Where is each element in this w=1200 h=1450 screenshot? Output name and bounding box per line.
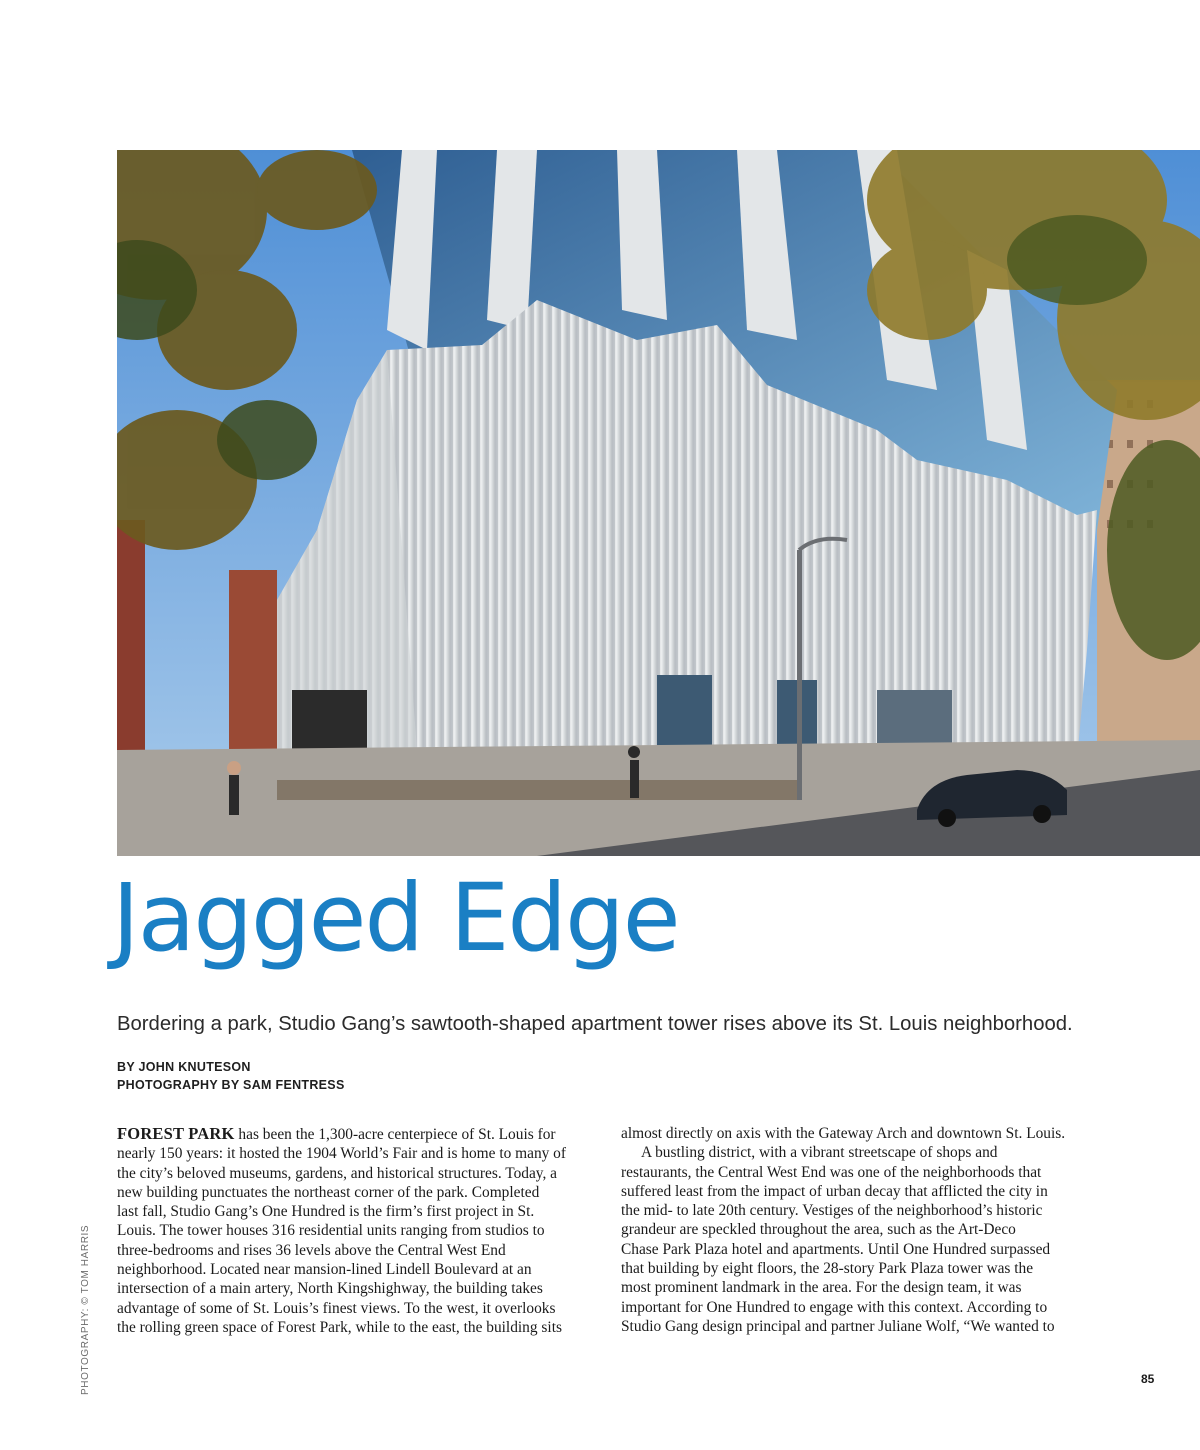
body-line: three-bedrooms and rises 36 levels above the Central West End	[117, 1241, 506, 1259]
body-line: almost directly on axis with the Gateway Arch and downtown St. Louis.	[621, 1125, 1066, 1142]
body-column-2	[621, 1124, 1103, 1336]
body-line: restaurants, the Central West End was one of the neighborhoods that	[621, 1163, 1042, 1181]
body-line: grandeur are speckled throughout the area, such as the Art-Deco	[621, 1221, 1016, 1239]
body-line: the rolling green space of Forest Park, while to the east, the building sits	[117, 1318, 562, 1336]
page-number: 85	[1141, 1372, 1155, 1386]
body-line: the mid- to late 20th century. Vestiges of the neighborhood’s historic	[621, 1202, 1043, 1220]
photographer-credit: PHOTOGRAPHY BY SAM FENTRESS	[117, 1078, 345, 1092]
building-photo-illustration	[117, 150, 1200, 856]
photo-credit-text: PHOTOGRAPHY: © TOM HARRIS	[80, 1224, 91, 1395]
body-line: Louis. The tower houses 316 residential units ranging from studios to	[117, 1222, 545, 1240]
deck-subtitle: Bordering a park, Studio Gang’s sawtooth-shaped apartment tower rises above its St. Louis neighborhood.	[117, 1013, 1073, 1035]
body-line: important for One Hundred to engage with this context. According to	[621, 1298, 1048, 1316]
byline	[117, 1058, 345, 1094]
body-column-1	[117, 1124, 599, 1337]
body-line: neighborhood. Located near mansion-lined Lindell Boulevard at an	[117, 1261, 532, 1279]
body-line: most prominent landmark in the area. For the design team, it was	[621, 1279, 1022, 1297]
headline: Jagged Edge	[112, 864, 679, 973]
body-line: A bustling district, with a vibrant streetscape of shops and	[641, 1144, 998, 1162]
body-line: Chase Park Plaza hotel and apartments. Until One Hundred surpassed	[621, 1240, 1051, 1258]
body-line: intersection of a main artery, North Kingshighway, the building takes	[117, 1280, 543, 1298]
body-line: advantage of some of St. Louis’s finest views. To the west, it overlooks	[117, 1299, 556, 1317]
body-line: FOREST PARK has been the 1,300-acre centerpiece of St. Louis for	[117, 1124, 556, 1143]
body-line: nearly 150 years: it hosted the 1904 World’s Fair and is home to many of	[117, 1145, 567, 1163]
body-line: Studio Gang design principal and partner Juliane Wolf, “We wanted to	[621, 1317, 1055, 1335]
body-line: new building punctuates the northeast corner of the park. Completed	[117, 1183, 540, 1201]
body-line: the city’s beloved museums, gardens, and historical structures. Today, a	[117, 1164, 558, 1182]
hero-photo	[117, 150, 1200, 856]
body-line: last fall, Studio Gang’s One Hundred is the firm’s first project in St.	[117, 1203, 535, 1221]
body-line: that building by eight floors, the 28-story Park Plaza tower was the	[621, 1260, 1034, 1278]
author-credit: BY JOHN KNUTESON	[117, 1060, 251, 1074]
body-line: suffered least from the impact of urban decay that afflicted the city in	[621, 1182, 1048, 1200]
lead-in: FOREST PARK	[117, 1124, 235, 1143]
